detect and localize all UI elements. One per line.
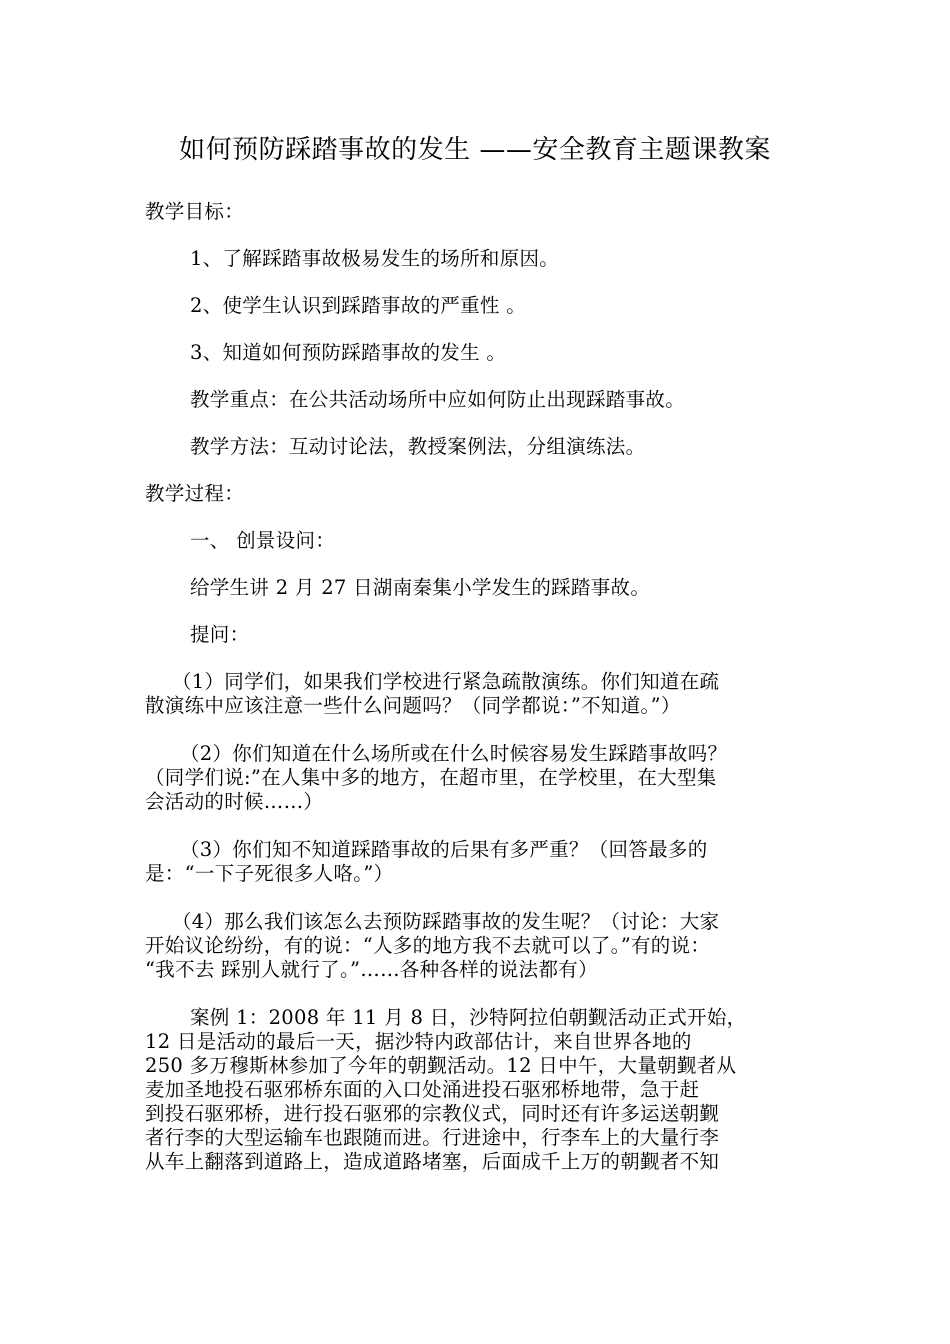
teaching-methods: 教学方法：互动讨论法，教授案例法，分组演练法。 <box>190 435 646 458</box>
question-3 <box>145 838 810 886</box>
key-point: 教学重点：在公共活动场所中应如何防止出现踩踏事故。 <box>190 388 686 411</box>
objective-item-1: 1、了解踩踏事故极易发生的场所和原因。 <box>190 247 560 270</box>
objective-item-3: 3、知道如何预防踩踏事故的发生 。 <box>190 341 507 364</box>
question-label: 提问： <box>190 623 250 646</box>
question-4 <box>145 910 810 982</box>
question-4-line-1: （4）那么我们该怎么去预防踩踏事故的发生呢？（讨论：大家 <box>172 910 720 933</box>
case-1-line-7: 从车上翻落到道路上，造成道路堵塞，后面成千上万的朝觐者不知 <box>145 1150 720 1173</box>
question-1-line-1: （1）同学们，如果我们学校进行紧急疏散演练。你们知道在疏 <box>172 670 720 693</box>
question-2-line-1: （2）你们知道在什么场所或在什么时候容易发生踩踏事故吗？ <box>180 742 728 765</box>
case-1 <box>145 1006 810 1174</box>
objective-item-2: 2、使学生认识到踩踏事故的严重性 。 <box>190 294 527 317</box>
question-2-line-3: 会活动的时候……） <box>145 790 324 813</box>
process-heading: 教学过程： <box>145 482 245 505</box>
objectives-heading: 教学目标： <box>145 200 245 223</box>
case-1-line-3: 250 多万穆斯林参加了今年的朝觐活动。12 日中午，大量朝觐者从 <box>145 1054 737 1077</box>
case-1-line-1: 案例 1：2008 年 11 月 8 日，沙特阿拉伯朝觐活动正式开始， <box>190 1006 747 1029</box>
question-4-line-2: 开始议论纷纷，有的说：“人多的地方我不去就可以了。”有的说： <box>145 934 711 957</box>
case-1-line-2: 12 日是活动的最后一天，据沙特内政部估计，来自世界各地的 <box>145 1030 692 1053</box>
question-2-line-2: （同学们说:”在人集中多的地方，在超市里，在学校里，在大型集 <box>145 766 717 789</box>
section-heading-1: 一、 创景设问： <box>190 529 336 552</box>
question-1 <box>145 670 810 718</box>
case-1-line-5: 到投石驱邪桥，进行投石驱邪的宗教仪式，同时还有许多运送朝觐 <box>145 1102 720 1125</box>
question-3-line-2: 是：“一下子死很多人咯。”） <box>145 862 394 885</box>
case-1-line-4: 麦加圣地投石驱邪桥东面的入口处涌进投石驱邪桥地带，急于赶 <box>145 1078 700 1101</box>
story-text: 给学生讲 2 月 27 日湖南秦集小学发生的踩踏事故。 <box>190 576 651 599</box>
question-4-line-3: “我不去 踩别人就行了。”……各种各样的说法都有） <box>145 958 598 981</box>
question-3-line-1: （3）你们知不知道踩踏事故的后果有多严重？（回答最多的 <box>180 838 708 861</box>
case-1-line-6: 者行李的大型运输车也跟随而进。行进途中，行李车上的大量行李 <box>145 1126 720 1149</box>
question-1-line-2: 散演练中应该注意一些什么问题吗？（同学都说：”不知道。”） <box>145 694 681 717</box>
question-2 <box>145 742 810 814</box>
page-title: 如何预防踩踏事故的发生 ——安全教育主题课教案 <box>179 135 771 165</box>
